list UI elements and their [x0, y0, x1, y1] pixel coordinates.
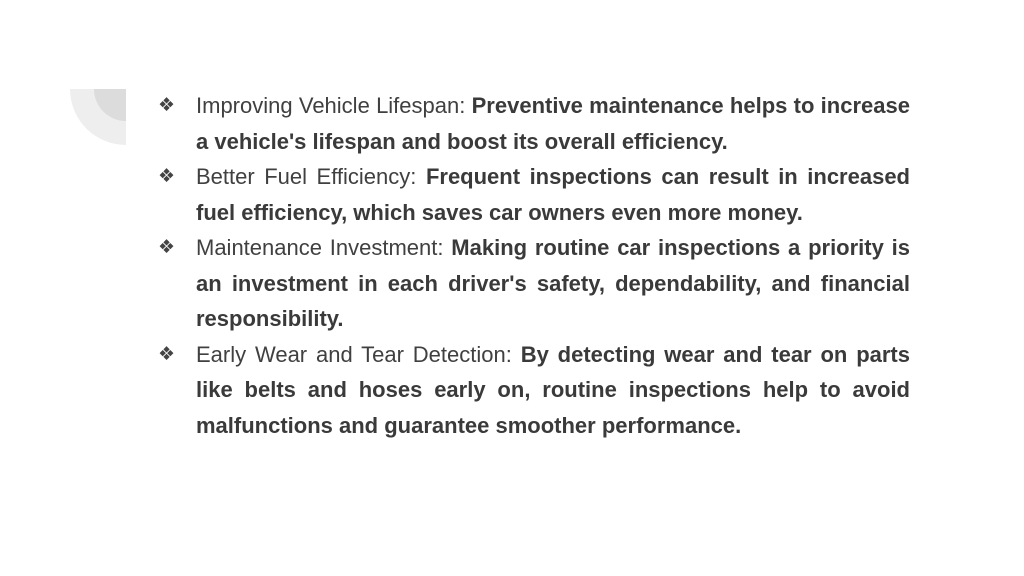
- bullet-label: Maintenance Investment:: [196, 235, 444, 260]
- bullet-list: [158, 88, 910, 443]
- diamond-bullet-icon: ❖: [158, 165, 176, 187]
- bullet-text: [196, 337, 910, 444]
- bullet-body: Making routine car inspections a priority is an investment in each driver's safety, dependability, and financial responsibility.: [196, 235, 910, 331]
- diamond-bullet-icon: ❖: [158, 236, 176, 258]
- diamond-bullet-icon: ❖: [158, 342, 176, 365]
- bullet-item: [158, 159, 910, 230]
- diamond-bullet-icon: ❖: [158, 94, 176, 116]
- bullet-body: Frequent inspections can result in increased fuel efficiency, which saves car owners even more money.: [196, 164, 910, 225]
- bullet-text: [196, 88, 910, 159]
- bullet-label: Improving Vehicle Lifespan:: [196, 93, 466, 118]
- bullet-text: [196, 230, 910, 337]
- bullet-label: Better Fuel Efficiency:: [196, 164, 417, 189]
- bullet-text: [196, 159, 910, 230]
- bullet-body: Preventive maintenance helps to increase a vehicle's lifespan and boost its overall efficiency.: [196, 93, 910, 154]
- quarter-circle-decoration: [70, 89, 126, 145]
- bullet-body: By detecting wear and tear on parts like belts and hoses early on, routine inspections help to avoid malfunctions and guarantee smoother performance.: [196, 341, 910, 438]
- bullet-item: [158, 88, 910, 159]
- bullet-label: Early Wear and Tear Detection:: [196, 341, 512, 367]
- bullet-item: [158, 337, 910, 444]
- bullet-item: [158, 230, 910, 337]
